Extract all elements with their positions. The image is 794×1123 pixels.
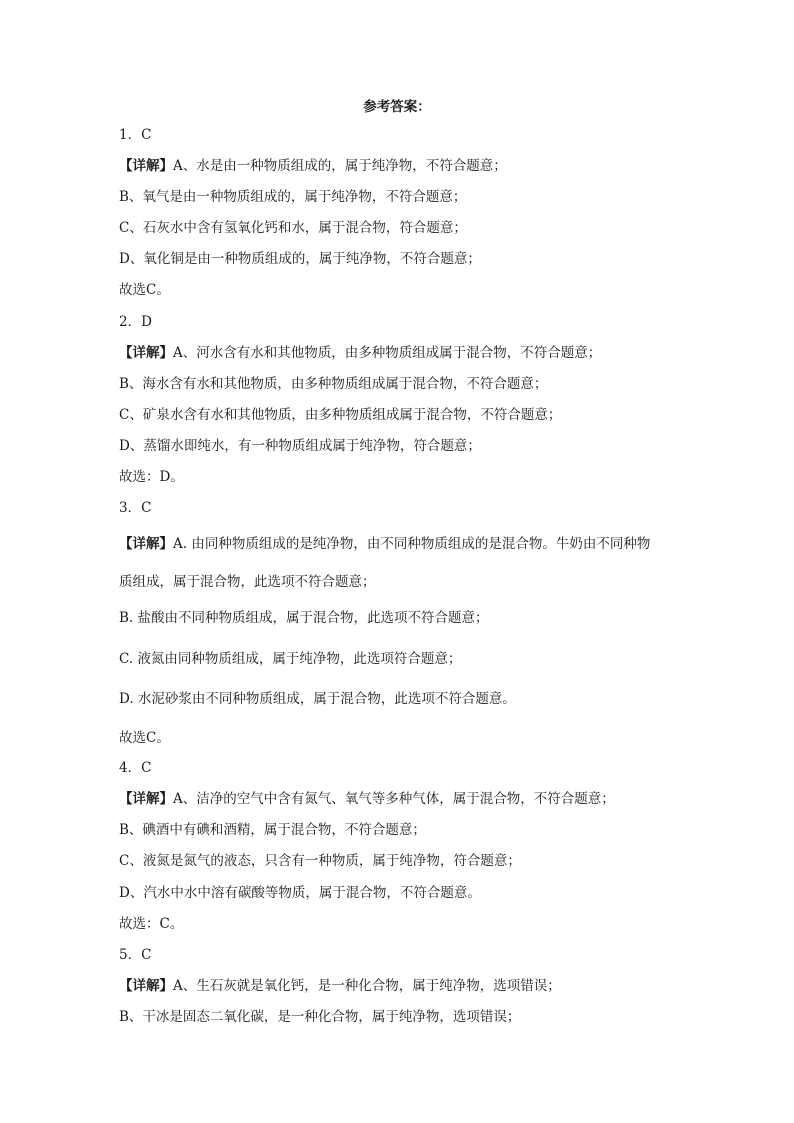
answer-number: 4．C: [119, 760, 152, 776]
answer-number: 5．C: [119, 947, 152, 963]
explanation-line: C、矿泉水含有水和其他物质，由多种物质组成属于混合物，不符合题意；: [119, 407, 562, 423]
explanation-line: D、蒸馏水即纯水，有一种物质组成属于纯净物，符合题意；: [119, 438, 481, 454]
explanation-tag: 【详解】: [119, 536, 173, 552]
explanation-line: 质组成，属于混合物，此选项不符合题意；: [119, 574, 376, 590]
explanation-tag: 【详解】: [119, 158, 173, 174]
explanation-line: B. 盐酸由不同种物质组成，属于混合物，此选项不符合题意；: [119, 610, 489, 626]
answer-number: 1．C: [119, 127, 152, 143]
explanation-line: B、干冰是固态二氧化碳，是一种化合物，属于纯净物，选项错误；: [119, 1009, 521, 1025]
explanation-line: C、液氮是氮气的液态，只含有一种物质，属于纯净物，符合题意；: [119, 853, 521, 869]
explanation-line: C. 液氮由同种物质组成，属于纯净物，此选项符合题意；: [119, 651, 462, 667]
explanation-line: D、氧化铜是由一种物质组成的，属于纯净物，不符合题意；: [119, 251, 481, 267]
explanation-tag: 【详解】: [119, 345, 173, 361]
conclusion-line: 故选C。: [119, 282, 170, 298]
explanation-tag: 【详解】: [119, 791, 173, 807]
explanation-line: 【详解】A、洁净的空气中含有氮气、氧气等多种气体，属于混合物，不符合题意；: [119, 791, 615, 807]
explanation-line: 【详解】A. 由同种物质组成的是纯净物，由不同种物质组成的是混合物。牛奶由不同种物: [119, 536, 651, 552]
explanation-line: D、汽水中水中溶有碳酸等物质，属于混合物，不符合题意。: [119, 885, 481, 901]
explanation-line: 【详解】A、河水含有水和其他物质，由多种物质组成属于混合物，不符合题意；: [119, 345, 602, 361]
conclusion-line: 故选：C。: [119, 916, 184, 932]
answer-number: 3．C: [119, 500, 152, 516]
conclusion-line: 故选C。: [119, 730, 170, 746]
explanation-line: B、氧气是由一种物质组成的，属于纯净物，不符合题意；: [119, 189, 467, 205]
explanation-line: B、碘酒中有碘和酒精，属于混合物，不符合题意；: [119, 822, 426, 838]
explanation-line: 【详解】A、水是由一种物质组成的，属于纯净物，不符合题意；: [119, 158, 507, 174]
page-title: 参考答案：: [363, 99, 431, 115]
explanation-line: 【详解】A、生石灰就是氧化钙，是一种化合物，属于纯净物，选项错误；: [119, 978, 561, 994]
answer-number: 2．D: [119, 314, 152, 330]
explanation-line: B、海水含有水和其他物质，由多种物质组成属于混合物，不符合题意；: [119, 376, 548, 392]
explanation-line: D. 水泥砂浆由不同种物质组成，属于混合物，此选项不符合题意。: [119, 691, 516, 707]
explanation-line: C、石灰水中含有氢氧化钙和水，属于混合物，符合题意；: [119, 220, 467, 236]
explanation-tag: 【详解】: [119, 978, 173, 994]
conclusion-line: 故选：D。: [119, 469, 184, 485]
